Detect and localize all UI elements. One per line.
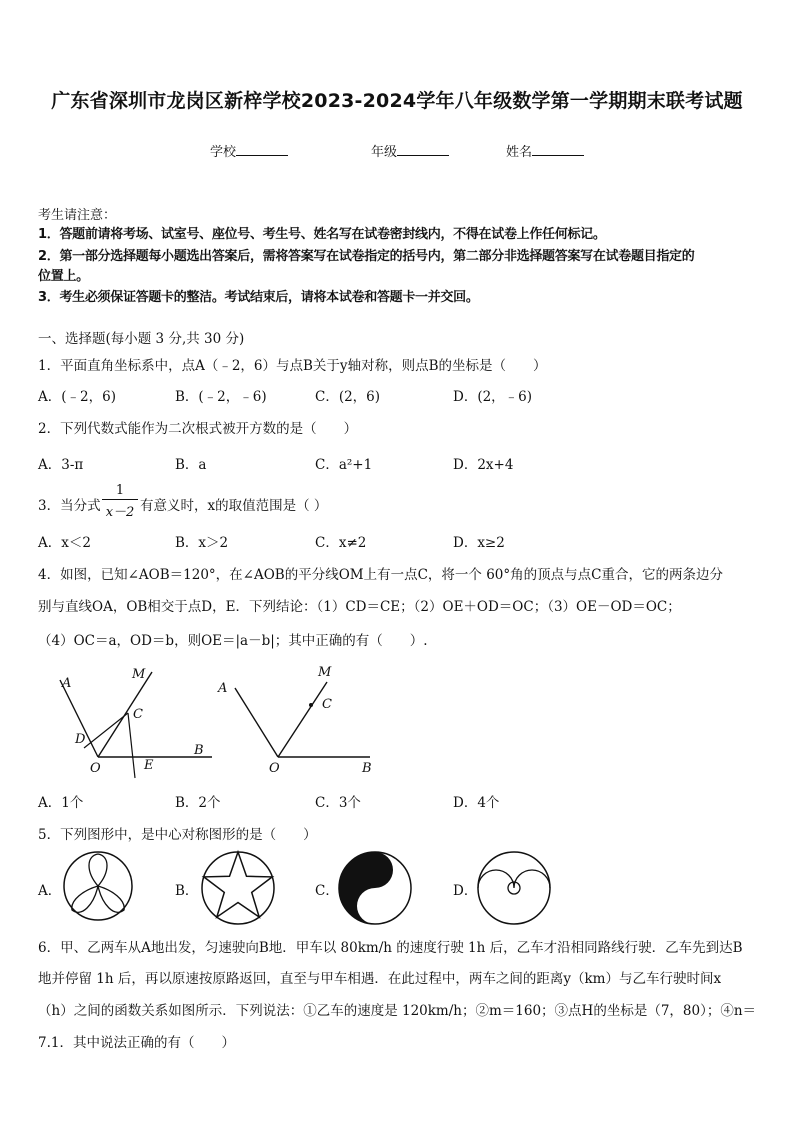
question-6-line-3: （h）之间的函数关系如图所示．下列说法：①乙车的速度是 120km/h；②m＝160；③点H的坐标是（7，80）；④n＝ — [38, 1003, 757, 1019]
q3-option-a: A．x＜2 — [38, 535, 91, 551]
grade-field — [371, 141, 449, 160]
fig2-label-m: M — [318, 665, 332, 680]
question-6-line-2: 地并停留 1h 后，再以原速按原路返回，直至与甲车相遇．在此过程中，两车之间的距离y（km）与乙车行驶时间x — [38, 971, 722, 987]
section-heading: 一、选择题(每小题 3 分,共 30 分) — [38, 331, 245, 347]
school-label: 学校 — [210, 145, 237, 160]
grade-blank — [397, 143, 449, 156]
fraction — [100, 483, 140, 520]
fig2-label-o: O — [269, 761, 280, 776]
q4-figure-1 — [40, 660, 230, 780]
q1-option-c: C．(2，6) — [315, 389, 381, 405]
school-blank — [236, 143, 288, 156]
notes-heading: 考生请注意： — [38, 208, 117, 223]
yin-yang-figure — [337, 850, 413, 926]
q1-option-a: A．(﹣2，6) — [38, 389, 116, 405]
q3-option-c: C．x≠2 — [315, 535, 367, 551]
fig1-label-b: B — [194, 743, 204, 758]
fraction-denominator: x－2 — [105, 505, 135, 520]
q1-option-d: D．(2，﹣6) — [453, 389, 533, 405]
q2-option-c: C．a²+1 — [315, 457, 373, 473]
question-2: 2．下列代数式能作为二次根式被开方数的是（ ） — [38, 421, 358, 437]
fig1-label-c: C — [133, 707, 143, 722]
question-3-prefix: 3．当分式 — [38, 498, 101, 514]
question-6-line-4: 7.1．其中说法正确的有（ ） — [38, 1035, 235, 1051]
question-1: 1．平面直角坐标系中，点A（﹣2，6）与点B关于y轴对称，则点B的坐标是（ ） — [38, 358, 547, 374]
q5-option-d: D． — [453, 883, 478, 899]
fig1-label-m: M — [132, 667, 146, 682]
fig1-label-e: E — [144, 758, 154, 773]
grade-label: 年级 — [371, 145, 398, 160]
fig2-label-a: A — [218, 681, 228, 696]
q4-option-a: A．1个 — [38, 795, 84, 811]
fig1-label-o: O — [90, 761, 101, 776]
fig1-label-d: D — [75, 732, 86, 747]
q4-figure-2 — [215, 660, 385, 780]
trefoil-circle-figure — [62, 850, 134, 922]
school-field — [210, 141, 288, 160]
note-2: 2．第一部分选择题每小题选出答案后，需将答案写在试卷指定的括号内，第二部分非选择题答案写在试卷题目指定的 — [38, 249, 695, 264]
question-3-suffix: 有意义时，x的取值范围是（ ） — [140, 498, 328, 514]
fig2-label-c: C — [322, 697, 332, 712]
fig2-label-b: B — [362, 761, 372, 776]
fraction-numerator: 1 — [115, 483, 125, 498]
note-1: 1．答题前请将考场、试室号、座位号、考生号、姓名写在试卷密封线内，不得在试卷上作任何标记。 — [38, 227, 606, 242]
circle-with-arcs-figure — [476, 850, 552, 926]
q1-option-b: B．(﹣2，﹣6) — [175, 389, 267, 405]
note-2-cont: 位置上。 — [38, 269, 89, 284]
q4-option-b: B．2个 — [175, 795, 221, 811]
q4-option-d: D．4个 — [453, 795, 500, 811]
q2-option-b: B．a — [175, 457, 207, 473]
q5-option-b: B． — [175, 883, 199, 899]
question-4-line-2: 别与直线OA，OB相交于点D，E．下列结论：（1）CD＝CE；（2）OE＋OD＝OC；（3）OE－OD＝OC； — [38, 599, 681, 615]
q3-option-d: D．x≥2 — [453, 535, 505, 551]
fraction-bar — [102, 499, 138, 500]
question-5: 5．下列图形中，是中心对称图形的是（ ） — [38, 827, 317, 843]
question-4-line-1: 4．如图，已知∠AOB＝120°，在∠AOB的平分线OM上有一点C，将一个 60°角的顶点与点C重合，它的两条边分 — [38, 567, 723, 583]
star-circle-figure — [200, 850, 276, 926]
exam-title: 广东省深圳市龙岗区新梓学校2023-2024学年八年级数学第一学期期末联考试题 — [51, 90, 743, 112]
q5-option-c: C． — [315, 883, 339, 899]
name-label: 姓名 — [506, 145, 533, 160]
q5-option-a: A． — [38, 883, 62, 899]
fig1-label-a: A — [62, 676, 72, 691]
q3-option-b: B．x＞2 — [175, 535, 229, 551]
q2-option-a: A．3-π — [38, 457, 84, 473]
q4-option-c: C．3个 — [315, 795, 361, 811]
note-3: 3．考生必须保证答题卡的整洁。考试结束后，请将本试卷和答题卡一并交回。 — [38, 290, 479, 305]
question-6-line-1: 6．甲、乙两车从A地出发，匀速驶向B地．甲车以 80km/h 的速度行驶 1h 后，乙车才沿相同路线行驶．乙车先到达B — [38, 940, 743, 956]
q2-option-d: D．2x+4 — [453, 457, 514, 473]
name-blank — [532, 143, 584, 156]
name-field — [506, 141, 584, 160]
question-4-line-3: （4）OC＝a，OD＝b，则OE＝|a－b|；其中正确的有（ ）. — [38, 633, 428, 649]
